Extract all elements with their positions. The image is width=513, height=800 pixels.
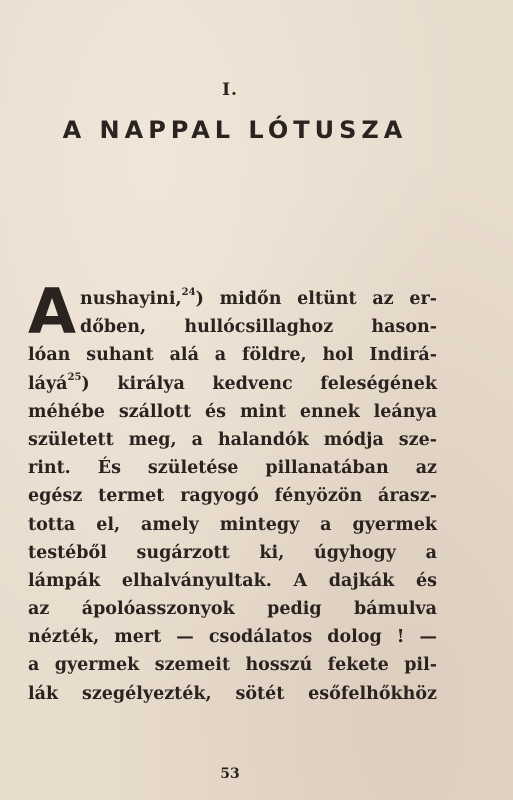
text-line-segment: az ápolóasszonyok pedig bámulva xyxy=(28,599,437,620)
text-line-segment: született meg, a halandók módja sze- xyxy=(28,429,437,450)
page-number: 53 xyxy=(220,766,240,782)
text-line xyxy=(28,454,437,482)
chapter-number: I. xyxy=(222,80,238,100)
text-line xyxy=(28,370,437,398)
text-line-segment: totta el, amely mintegy a gyermek xyxy=(28,514,437,535)
text-line-segment: lák szegélyezték, sötét esőfelhőkhöz xyxy=(28,683,437,704)
text-line xyxy=(28,623,437,651)
text-line xyxy=(28,341,437,369)
text-line xyxy=(28,680,437,708)
body-paragraph xyxy=(28,275,437,708)
footnote-marker: 25 xyxy=(67,371,82,383)
text-line xyxy=(28,313,437,341)
text-line-segment: lámpák elhalványultak. A dajkák és xyxy=(28,570,437,591)
text-line-segment: nézték, mert — csodálatos dolog ! — xyxy=(28,627,437,648)
text-line-segment: testéből sugárzott ki, úgyhogy a xyxy=(28,542,437,563)
text-line xyxy=(28,511,437,539)
text-line-segment: dőben, hullócsillaghoz hason- xyxy=(80,317,437,338)
text-line xyxy=(28,651,437,679)
text-line-segment: ) midőn eltünt az er- xyxy=(195,289,437,309)
text-line-segment: a gyermek szemeit hosszú fekete pil- xyxy=(28,655,437,676)
text-line-segment: méhébe szállott és mint ennek leánya xyxy=(28,401,437,422)
text-line-segment: rint. És születése pillanatában az xyxy=(28,458,437,479)
text-line xyxy=(28,595,437,623)
text-line-segment: nushayini, xyxy=(80,289,182,309)
text-line xyxy=(28,398,437,426)
paragraph-lines xyxy=(28,285,437,708)
footnote-marker: 24 xyxy=(181,287,196,299)
text-line-segment: ) királya kedvenc feleségének xyxy=(81,373,437,394)
drop-cap-letter: A xyxy=(28,275,76,348)
text-line xyxy=(28,539,437,567)
text-line xyxy=(28,285,437,313)
text-line-segment: láyá xyxy=(28,373,68,394)
text-line-segment: egész termet ragyogó fényözön árasz- xyxy=(28,486,437,507)
text-line xyxy=(28,567,437,595)
text-line xyxy=(28,482,437,510)
chapter-title: A NAPPAL LÓTUSZA xyxy=(62,116,408,144)
text-line-segment: lóan suhant alá a földre, hol Indirá- xyxy=(28,345,437,366)
text-line xyxy=(28,426,437,454)
